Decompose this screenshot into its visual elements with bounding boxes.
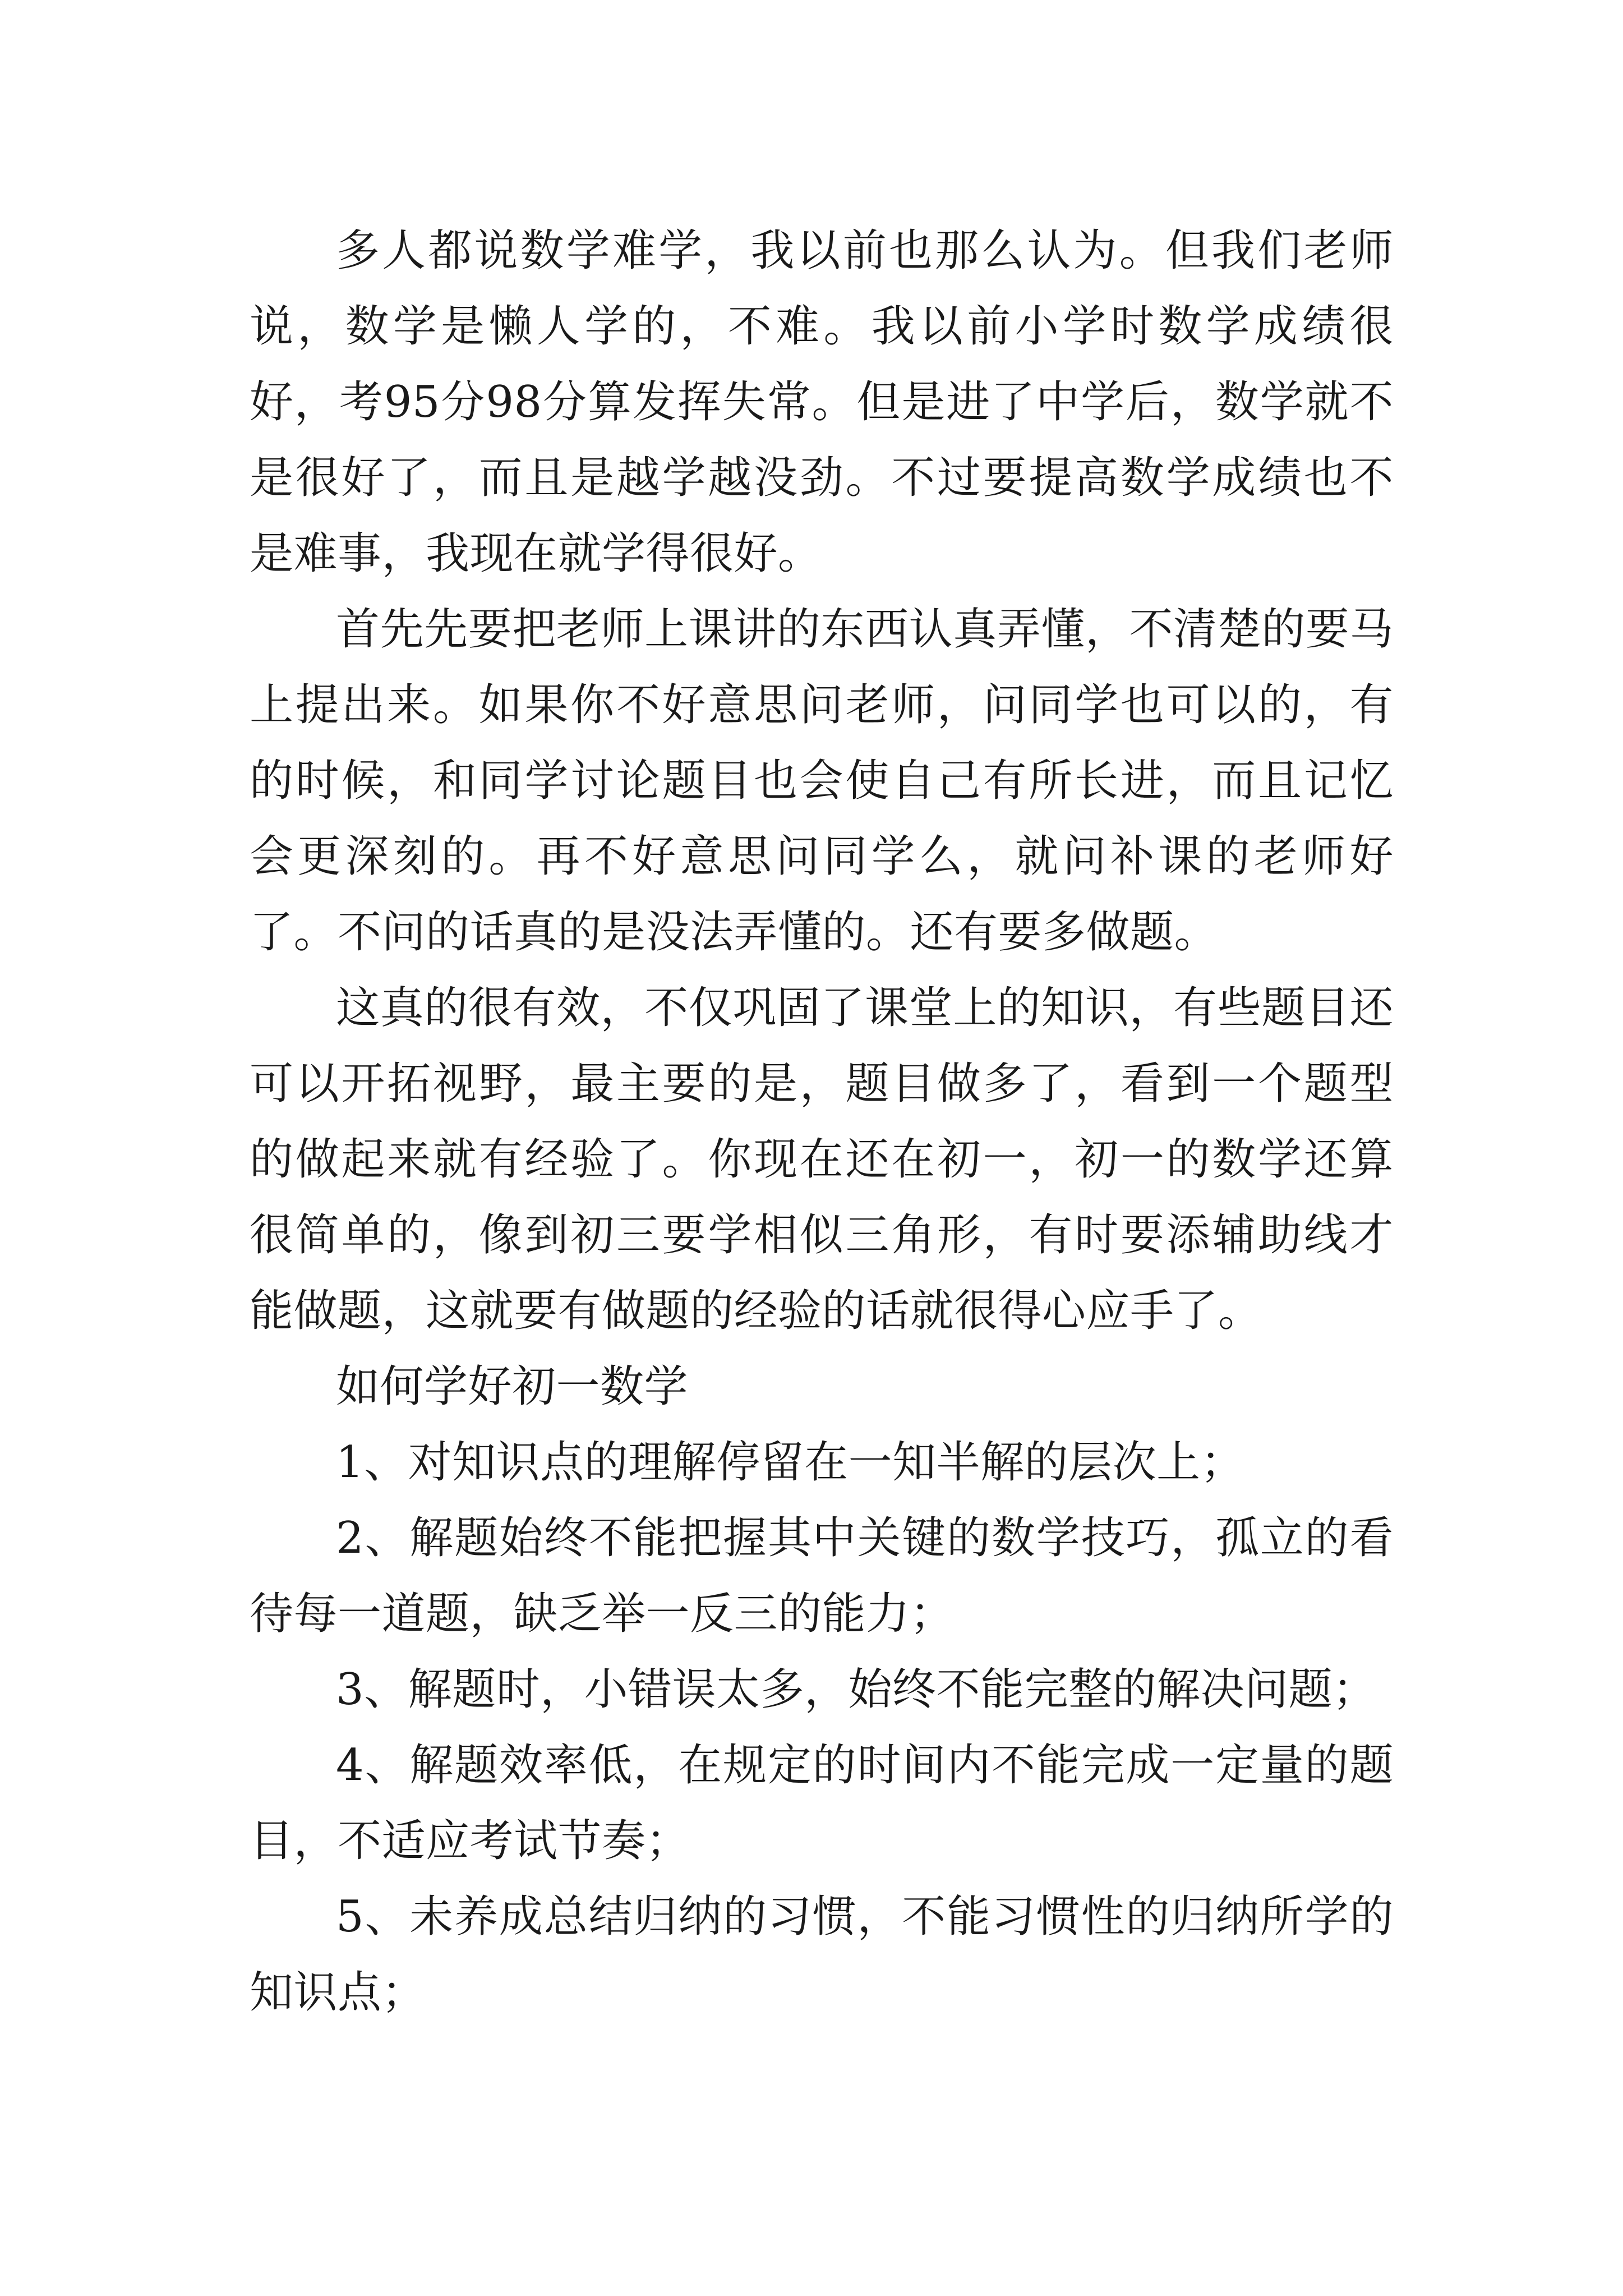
list-item: 1、对知识点的理解停留在一知半解的层次上； [336, 1437, 1245, 1488]
paragraph: 这真的很有效，不仅巩固了课堂上的知识，有些题目还可以开拓视野，最主要的是，题目做多了，看到一个题型的做起来就有经验了。你现在还在初一，初一的数学还算很简单的，像到初三要学相似三角形，有时要添辅助线才能做题，这就要有做题的经验的话就很得心应手了。 [250, 983, 1394, 1336]
paragraph: 首先先要把老师上课讲的东西认真弄懂，不清楚的要马上提出来。如果你不好意思问老师，问同学也可以的，有的时候，和同学讨论题目也会使自己有所长进，而且记忆会更深刻的。再不好意思问同学么，就问补课的老师好了。不问的话真的是没法弄懂的。还有要多做题。 [250, 604, 1394, 958]
list-item: 2、解题始终不能把握其中关键的数学技巧，孤立的看待每一道题，缺乏举一反三的能力； [250, 1513, 1394, 1639]
list-item: 3、解题时，小错误太多，始终不能完整的解决问题； [336, 1664, 1377, 1715]
document-body [250, 213, 1394, 2031]
section-title: 如何学好初一数学 [336, 1361, 689, 1412]
list-item: 5、未养成总结归纳的习惯，不能习惯性的归纳所学的知识点； [250, 1892, 1394, 2018]
paragraph: 多人都说数学难学，我以前也那么认为。但我们老师说，数学是懒人学的，不难。我以前小学时数学成绩很好，考95分98分算发挥失常。但是进了中学后，数学就不是很好了，而且是越学越没劲。不过要提高数学成绩也不是难事，我现在就学得很好。 [250, 226, 1394, 579]
list-item: 4、解题效率低，在规定的时间内不能完成一定量的题目，不适应考试节奏； [250, 1740, 1394, 1866]
